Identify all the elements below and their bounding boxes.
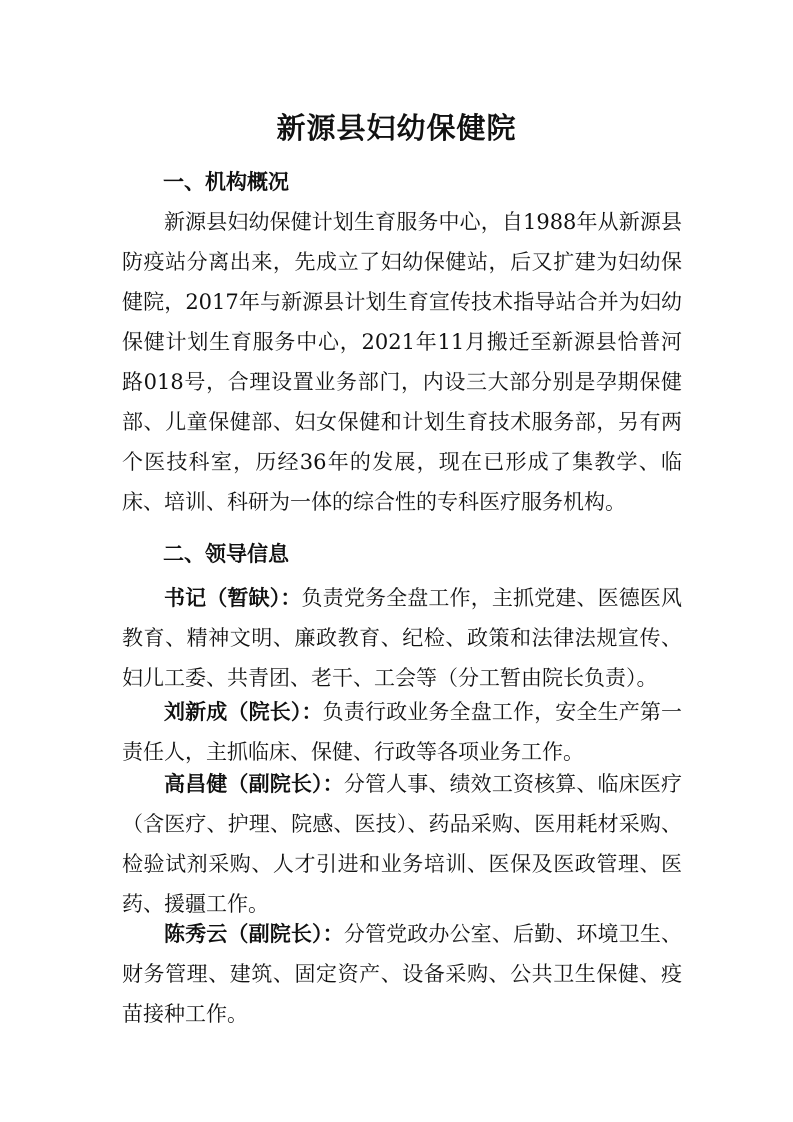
leader-duty: 负责党务全盘工作，主抓党建、医德医风教育、精神文明、廉政教育、纪检、政策和法律法规宣传、妇儿工委、共青团、老干、工会等（分工暂由院长负责）。 xyxy=(122,586,683,690)
document-title: 新源县妇幼保健院 xyxy=(276,111,517,145)
leader-duty: 分管人事、绩效工资核算、临床医疗（含医疗、护理、院感、医技）、药品采购、医用耗材采购、检验试剂采购、人才引进和业务培训、医保及医政管理、医药、援疆工作。 xyxy=(122,772,682,916)
section-heading-leaders: 二、领导信息 xyxy=(163,542,289,566)
leader-name: 刘新成（院长）： xyxy=(164,700,323,724)
leader-name: 陈秀云（副院长）： xyxy=(164,922,344,946)
section-heading-overview: 一、机构概况 xyxy=(163,170,289,194)
leader-entry-vice-president-2 xyxy=(122,914,682,1034)
leader-duty: 负责行政业务全盘工作，安全生产第一责任人，主抓临床、保健、行政等各项业务工作。 xyxy=(122,700,683,764)
leader-name: 高昌健（副院长）： xyxy=(164,772,344,796)
leader-entry-secretary xyxy=(122,578,682,698)
leader-entry-president xyxy=(122,692,682,772)
leader-duty: 分管党政办公室、后勤、环境卫生、财务管理、建筑、固定资产、设备采购、公共卫生保健、疫苗接种工作。 xyxy=(122,922,682,1026)
leader-entry-vice-president-1 xyxy=(122,764,682,924)
overview-paragraph: 新源县妇幼保健计划生育服务中心，自1988年从新源县防疫站分离出来，先成立了妇幼保健站，后又扩建为妇幼保健院，2017年与新源县计划生育宣传技术指导站合并为妇幼保健计划生育服务中心，2021年11月搬迁至新源县恰普河路018号，合理设置业务部门，内设三大部分别是孕期保健部、儿童保健部、妇女保健和计划生育技术服务部，另有两个医技科室，历经36年的发展，现在已形成了集教学、临床、培训、科研为一体的综合性的专科医疗服务机构。 xyxy=(122,210,682,514)
leader-name: 书记（暂缺）： xyxy=(164,586,302,610)
